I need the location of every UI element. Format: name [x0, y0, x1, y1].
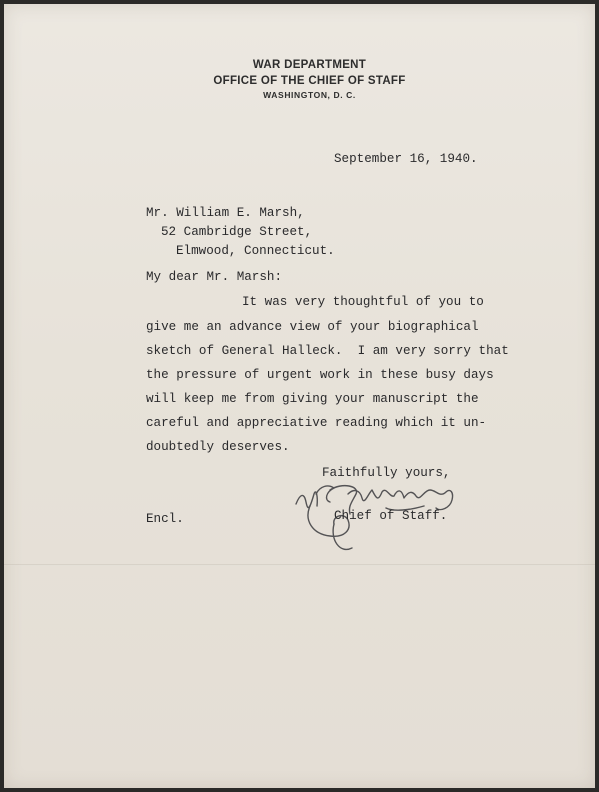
body-line: careful and appreciative reading which it un- — [146, 416, 487, 430]
signatory-title: Chief of Staff. — [334, 509, 448, 523]
letterhead-city: WASHINGTON, D. C. — [263, 90, 356, 100]
body-line: It was very thoughtful of you to — [242, 295, 484, 309]
letterhead-office: OFFICE OF THE CHIEF OF STAFF — [213, 75, 406, 87]
closing: Faithfully yours, — [322, 466, 451, 480]
letterhead-department: WAR DEPARTMENT — [252, 59, 367, 71]
body-line: the pressure of urgent work in these busy days — [146, 368, 494, 382]
recipient-street: 52 Cambridge Street, — [161, 225, 313, 239]
body-line: will keep me from giving your manuscript the — [146, 392, 479, 406]
enclosure-note: Encl. — [146, 512, 184, 526]
letter-page — [4, 4, 595, 788]
body-line: doubtedly deserves. — [146, 440, 290, 454]
paper-fold-line — [4, 564, 595, 566]
recipient-city: Elmwood, Connecticut. — [176, 244, 335, 258]
letter-date: September 16, 1940. — [334, 152, 478, 166]
body-line: give me an advance view of your biographical — [146, 320, 479, 334]
recipient-name: Mr. William E. Marsh, — [146, 206, 305, 220]
body-line: sketch of General Halleck. I am very sorry that — [146, 344, 509, 358]
salutation: My dear Mr. Marsh: — [146, 270, 283, 284]
